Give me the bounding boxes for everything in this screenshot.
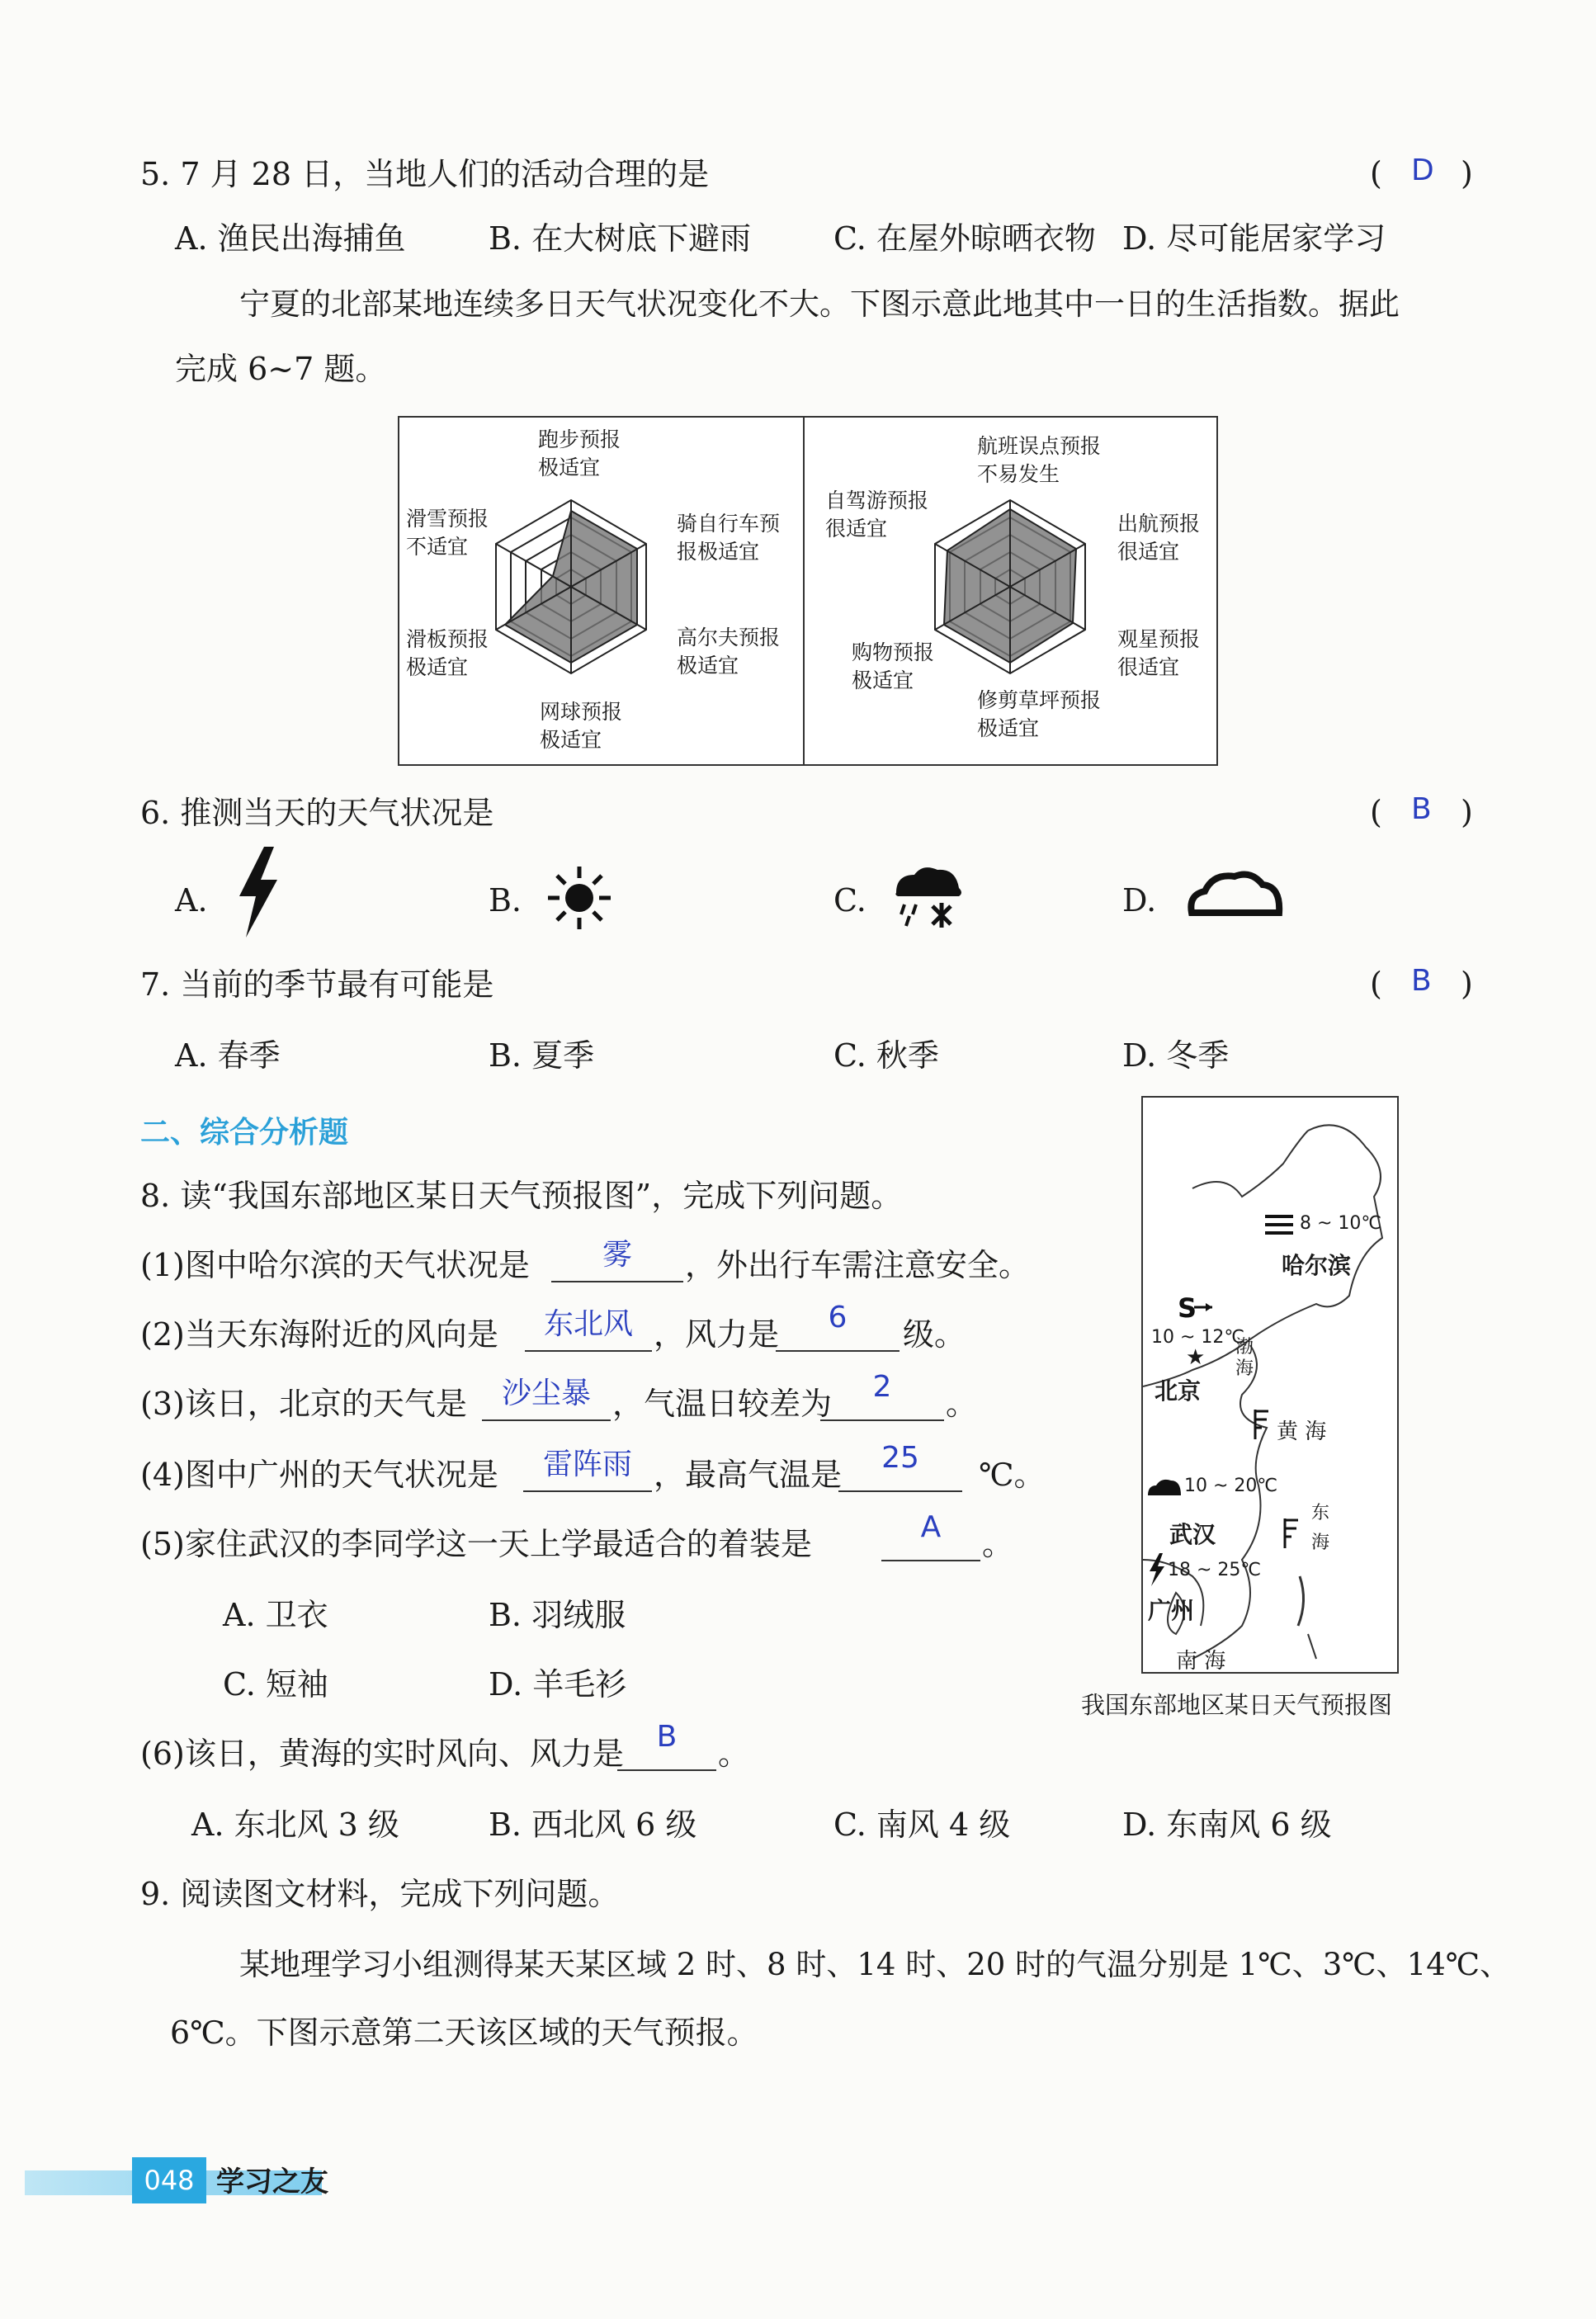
- q8-p1-pre: (1)图中哈尔滨的天气状况是: [140, 1247, 530, 1283]
- q5-paren-left: (: [1370, 155, 1382, 191]
- map-guangzhou-temp: 18 ~ 25℃: [1168, 1560, 1262, 1580]
- q8-p6-blank: B: [617, 1736, 716, 1771]
- lightning-icon: [233, 847, 282, 938]
- svg-text:S: S: [1178, 1292, 1197, 1322]
- q8-p5-post: 。: [982, 1526, 1014, 1562]
- wind-barb-icon: [1250, 1408, 1272, 1441]
- sandstorm-icon: [1178, 1292, 1214, 1322]
- q8-p5-blank: A: [881, 1527, 980, 1561]
- radar-label-running: 跑步预报 极适宜: [538, 427, 621, 479]
- q9-line-2: 6℃。下图示意第二天该区域的天气预报。: [170, 2014, 758, 2051]
- q8-p6-option-b: B. 西北风 6 级: [489, 1807, 697, 1843]
- map-harbin: 哈尔滨: [1282, 1252, 1352, 1279]
- q6-option-c: C.: [833, 882, 866, 919]
- q8-p2-blank2: 6: [776, 1317, 900, 1352]
- q5-answer: D: [1411, 153, 1434, 187]
- q5-option-d: D. 尽可能居家学习: [1122, 220, 1386, 257]
- q8-p2-pre: (2)当天东海附近的风向是: [140, 1316, 498, 1353]
- radar-label-skiing: 滑雪预报 不适宜: [406, 507, 489, 559]
- weather-forecast-map: [1141, 1096, 1399, 1674]
- page-number: 048: [132, 2157, 206, 2203]
- q8-p5-pre: (5)家住武汉的李同学这一天上学最适合的着装是: [140, 1526, 812, 1562]
- q8-p3-blank2: 2: [820, 1386, 944, 1421]
- q7-answer: B: [1411, 964, 1432, 998]
- wind-barb-icon: [1280, 1517, 1301, 1550]
- cloudy-icon: [1185, 867, 1284, 919]
- map-beijing: 北京: [1155, 1377, 1202, 1405]
- q5-stem: 5. 7 月 28 日，当地人们的活动合理的是: [140, 156, 710, 192]
- q7-paren-right: ): [1461, 966, 1473, 1002]
- map-wuhan: 武汉: [1169, 1521, 1216, 1548]
- q7-option-d: D. 冬季: [1122, 1037, 1230, 1074]
- intro-line-1: 宁夏的北部某地连续多日天气状况变化不大。下图示意此地其中一日的生活指数。据此: [239, 286, 1400, 322]
- q8-p5-option-a: A. 卫衣: [223, 1597, 328, 1633]
- q8-p6-post: 。: [718, 1736, 750, 1772]
- q8-p3-pre: (3)该日，北京的天气是: [140, 1386, 467, 1422]
- intro-line-2: 完成 6~7 题。: [175, 351, 387, 387]
- q8-p4-mid: ，最高气温是: [654, 1457, 843, 1493]
- radar-label-flight: 航班误点预报 不易发生: [977, 434, 1102, 486]
- radar-label-shopping: 购物预报 极适宜: [852, 640, 935, 692]
- q8-p3-blank: 沙尘暴: [482, 1386, 611, 1421]
- q7-option-b: B. 夏季: [489, 1037, 595, 1074]
- sleet-icon: [890, 863, 967, 929]
- q8-p6-option-d: D. 东南风 6 级: [1122, 1807, 1332, 1843]
- map-guangzhou: 广州: [1148, 1597, 1195, 1624]
- q5-option-a: A. 渔民出海捕鱼: [175, 220, 406, 257]
- q8-p4-pre: (4)图中广州的天气状况是: [140, 1457, 498, 1493]
- radar-label-sailing: 出航预报 很适宜: [1117, 512, 1201, 564]
- q6-paren-right: ): [1461, 794, 1473, 830]
- q8-p2-post: 级。: [903, 1316, 966, 1353]
- sun-icon: [545, 863, 614, 933]
- map-huanghai: 黄 海: [1277, 1419, 1327, 1444]
- q8-p2-mid: ，风力是: [654, 1316, 780, 1353]
- q8-p3-mid: ，气温日较差为: [612, 1386, 833, 1422]
- q8-p1-post: ，外出行车需注意安全。: [685, 1247, 1031, 1283]
- q6-stem: 6. 推测当天的天气状况是: [140, 795, 494, 831]
- map-beijing-star: ★: [1186, 1345, 1206, 1370]
- q6-answer: B: [1411, 792, 1432, 826]
- q8-p1-blank: 雾: [551, 1248, 683, 1282]
- q9-line-1: 某地理学习小组测得某天某区域 2 时、8 时、14 时、20 时的气温分别是 1℃、3℃、14℃、: [239, 1947, 1511, 1982]
- map-bohai: 渤海: [1235, 1337, 1254, 1379]
- q7-option-a: A. 春季: [175, 1037, 281, 1074]
- radar-label-golf: 高尔夫预报 极适宜: [677, 626, 781, 678]
- q8-p6-option-c: C. 南风 4 级: [833, 1807, 1011, 1843]
- q5-option-c: C. 在屋外晾晒衣物: [833, 220, 1096, 257]
- q9-stem: 9. 阅读图文材料，完成下列问题。: [140, 1876, 620, 1912]
- cloudy-icon: [1146, 1477, 1183, 1497]
- q8-p3-post: 。: [946, 1386, 978, 1422]
- radar-label-tennis: 网球预报 极适宜: [540, 700, 623, 752]
- q5-option-b: B. 在大树底下避雨: [489, 220, 752, 257]
- q8-stem: 8. 读“我国东部地区某日天气预报图”，完成下列问题。: [140, 1178, 903, 1214]
- q8-p4-blank2: 25: [838, 1457, 962, 1492]
- map-harbin-temp: 8 ~ 10℃: [1300, 1213, 1382, 1234]
- q8-p6-option-a: A. 东北风 3 级: [191, 1807, 399, 1843]
- map-caption: 我国东部地区某日天气预报图: [1081, 1691, 1393, 1719]
- map-wuhan-temp: 10 ~ 20℃: [1184, 1476, 1278, 1496]
- fog-icon: [1263, 1213, 1296, 1238]
- q6-paren-left: (: [1370, 794, 1382, 830]
- section-heading: 二、综合分析题: [140, 1116, 349, 1150]
- radar-label-lawn: 修剪草坪预报 极适宜: [977, 688, 1102, 740]
- q7-option-c: C. 秋季: [833, 1037, 939, 1074]
- q6-option-a: A.: [175, 882, 208, 919]
- life-index-figure: [398, 416, 1218, 766]
- map-donghai: 东海: [1311, 1503, 1330, 1553]
- q8-p5-option-d: D. 羊毛衫: [489, 1666, 627, 1703]
- radar-label-skateboard: 滑板预报 极适宜: [406, 627, 489, 679]
- radar-label-stargazing: 观星预报 很适宜: [1117, 627, 1201, 679]
- map-nanhai: 南 海: [1176, 1649, 1226, 1674]
- radar-label-cycling: 骑自行车预 报极适宜: [677, 512, 781, 564]
- q8-p5-option-c: C. 短袖: [223, 1666, 328, 1703]
- q8-p2-blank: 东北风: [525, 1317, 652, 1352]
- q8-p4-post: ℃。: [979, 1457, 1046, 1493]
- lightning-icon: [1148, 1553, 1166, 1586]
- q8-p6-pre: (6)该日，黄海的实时风向、风力是: [140, 1736, 624, 1772]
- q6-option-b: B.: [489, 882, 522, 919]
- radar-label-roadtrip: 自驾游预报 很适宜: [825, 489, 929, 541]
- q7-paren-left: (: [1370, 966, 1382, 1002]
- q8-p4-blank: 雷阵雨: [523, 1457, 652, 1492]
- q6-option-d: D.: [1122, 882, 1157, 919]
- brand-name: 学习之友: [216, 2166, 328, 2199]
- q8-p5-option-b: B. 羽绒服: [489, 1597, 626, 1633]
- q7-stem: 7. 当前的季节最有可能是: [140, 966, 494, 1003]
- q5-paren-right: ): [1461, 155, 1473, 191]
- map-beijing-temp: 10 ~ 12℃: [1151, 1327, 1245, 1348]
